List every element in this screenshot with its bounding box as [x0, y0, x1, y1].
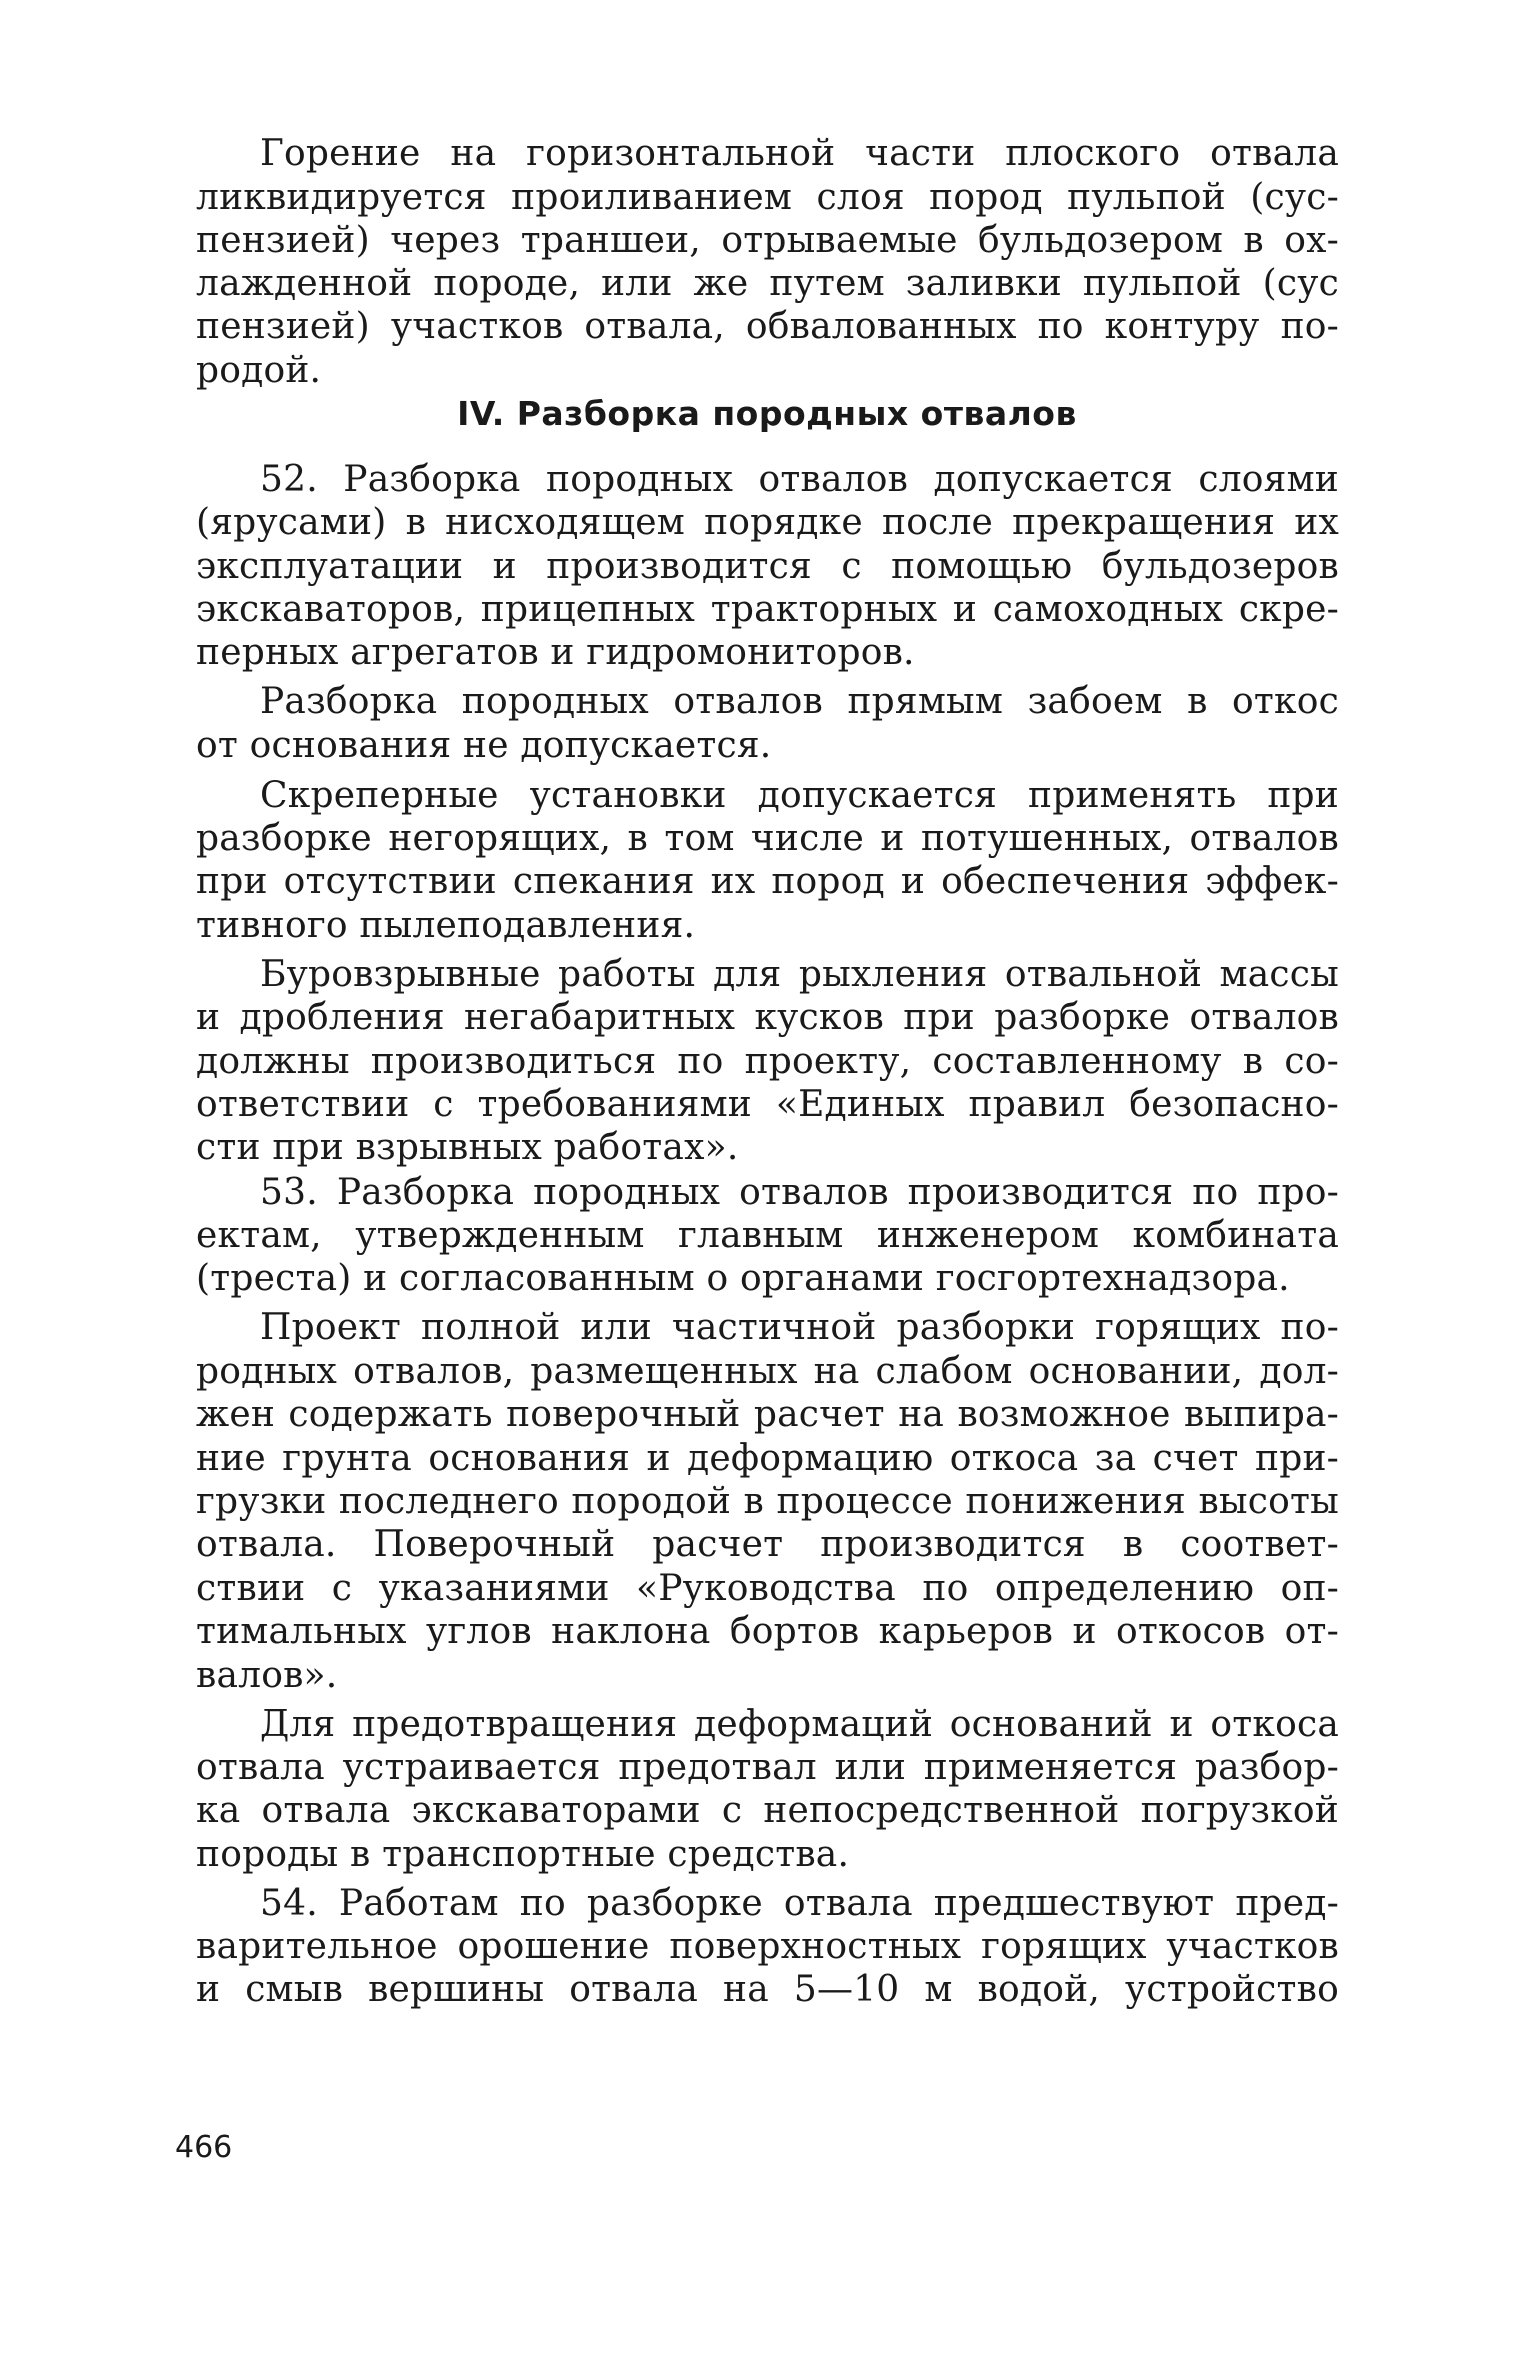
section-heading: IV. Разборка породных отвалов: [457, 394, 1077, 433]
text-line: отвала устраивается предотвал или применяется разбор-: [196, 1747, 1339, 1788]
text-line: пензией) через траншеи, отрываемые бульдозером в ох-: [196, 220, 1339, 261]
text-line: и дробления негабаритных кусков при разборке отвалов: [196, 997, 1339, 1038]
text-line: Буровзрывные работы для рыхления отвальной массы: [260, 954, 1339, 995]
text-line: 52. Разборка породных отвалов допускается слоями: [260, 459, 1339, 500]
text-line: ка отвала экскаваторами с непосредственной погрузкой: [196, 1790, 1339, 1831]
text-line: 54. Работам по разборке отвала предшествуют пред-: [260, 1883, 1339, 1924]
text-line: ликвидируется проиливанием слоя пород пульпой (сус-: [196, 177, 1339, 218]
text-line: ние грунта основания и деформацию откоса за счет при-: [196, 1438, 1339, 1479]
text-line: от основания не допускается.: [196, 725, 772, 766]
text-line: Горение на горизонтальной части плоского отвала: [260, 133, 1339, 174]
text-line: сти при взрывных работах».: [196, 1127, 739, 1168]
text-line: Проект полной или частичной разборки горящих по-: [260, 1307, 1339, 1348]
text-line: должны производиться по проекту, составленному в со-: [196, 1041, 1339, 1082]
text-line: Разборка породных отвалов прямым забоем в откос: [260, 681, 1339, 722]
text-line: породы в транспортные средства.: [196, 1834, 850, 1875]
text-line: родных отвалов, размещенных на слабом основании, дол-: [196, 1351, 1339, 1392]
text-line: (треста) и согласованным о органами госгортехнадзора.: [196, 1258, 1290, 1299]
text-line: варительное орошение поверхностных горящих участков: [196, 1926, 1339, 1967]
text-line: тимальных углов наклона бортов карьеров и откосов от-: [196, 1611, 1339, 1652]
text-line: родой.: [196, 350, 322, 391]
text-line: ствии с указаниями «Руководства по определению оп-: [196, 1568, 1339, 1609]
text-line: Для предотвращения деформаций оснований и откоса: [260, 1704, 1339, 1745]
text-line: жен содержать поверочный расчет на возможное выпира-: [196, 1394, 1339, 1435]
text-line: лажденной породе, или же путем заливки пульпой (сус: [196, 263, 1339, 304]
text-line: пензией) участков отвала, обвалованных по контуру по-: [196, 306, 1339, 347]
text-line: (ярусами) в нисходящем порядке после прекращения их: [196, 502, 1339, 543]
text-line: эксплуатации и производится с помощью бульдозеров: [196, 546, 1339, 587]
text-line: грузки последнего породой в процессе понижения высоты: [196, 1481, 1339, 1522]
text-line: 53. Разборка породных отвалов производится по про-: [260, 1172, 1339, 1213]
text-line: ответствии с требованиями «Единых правил безопасно-: [196, 1084, 1339, 1125]
text-line: отвала. Поверочный расчет производится в соответ-: [196, 1524, 1339, 1565]
text-line: перных агрегатов и гидромониторов.: [196, 632, 915, 673]
text-line: разборке негорящих, в том числе и потушенных, отвалов: [196, 818, 1339, 859]
text-line: ектам, утвержденным главным инженером комбината: [196, 1215, 1339, 1256]
text-line: тивного пылеподавления.: [196, 905, 696, 946]
text-line: и смыв вершины отвала на 5—10 м водой, устройство: [196, 1969, 1339, 2010]
text-line: валов».: [196, 1655, 338, 1696]
text-line: Скреперные установки допускается применять при: [260, 775, 1339, 816]
page-number: 466: [175, 2130, 233, 2165]
text-line: при отсутствии спекания их пород и обеспечения эффек-: [196, 861, 1339, 902]
text-line: экскаваторов, прицепных тракторных и самоходных скре-: [196, 589, 1339, 630]
